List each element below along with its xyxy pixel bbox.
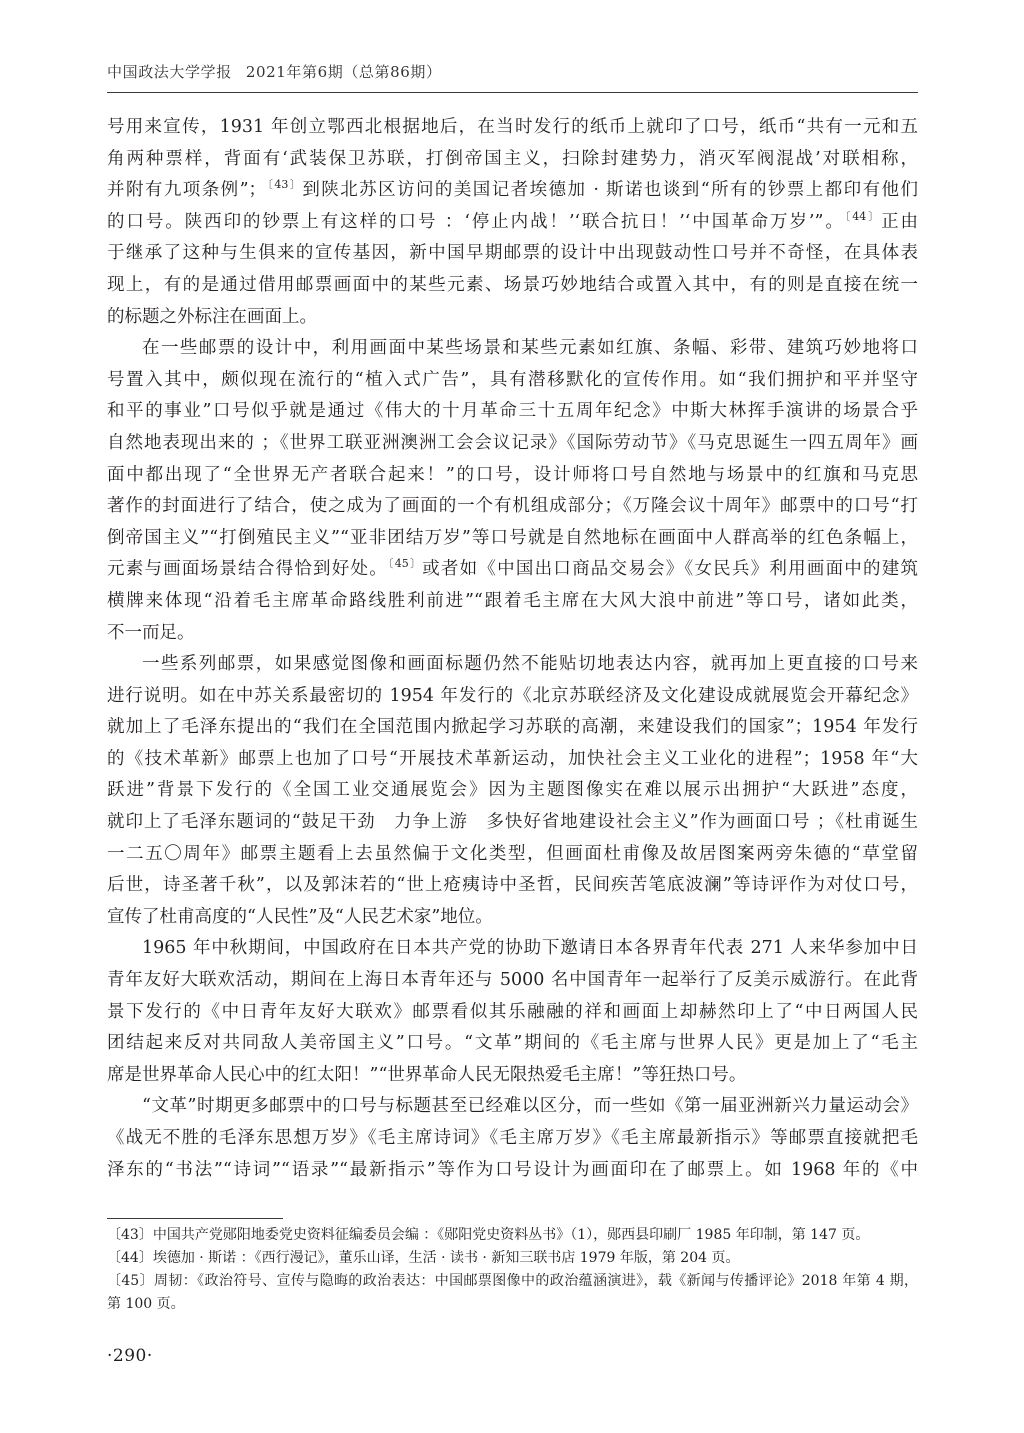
text-line: 进行说明。如在中苏关系最密切的 1954 年发行的《北京苏联经济及文化建设成就展览会开幕纪念》 — [107, 685, 918, 706]
text-line: 的标题之外标注在画面上。 — [107, 306, 317, 327]
footnote-number: 〔45〕 — [107, 1272, 154, 1289]
text-line: 在一些邮票的设计中，利用画面中某些场景和某些元素如红旗、条幅、彩带、建筑巧妙地将口 — [142, 338, 918, 359]
text-line — [107, 175, 918, 207]
text-line: 泽东的“书法”“诗词”“语录”“最新指示”等作为口号设计为画面印在了邮票上。如 1968 年的《中 — [107, 1159, 918, 1180]
text-segment: 正由 — [881, 211, 919, 232]
text-line: 的《技术革新》邮票上也加了口号“开展技术革新运动，加快社会主义工业化的进程”；1958 年“大 — [107, 748, 918, 769]
text-segment: 并附有九项条例”； — [107, 180, 267, 201]
text-line: 就加上了毛泽东提出的“我们在全国范围内掀起学习苏联的高潮，来建设我们的国家”；1954 年发行 — [107, 717, 918, 738]
footnote-line — [107, 1270, 918, 1293]
body-paragraph — [107, 1091, 918, 1186]
body-text — [107, 112, 918, 1186]
text-line: 面中都出现了“全世界无产者联合起来！”的口号，设计师将口号自然地与场景中的红旗和马克思 — [107, 464, 918, 485]
text-segment: 元素与画面场景结合得恰到好处。 — [107, 559, 388, 580]
body-paragraph — [107, 333, 918, 649]
footnote-ref: 〔43〕 — [266, 178, 303, 192]
text-line: 跃进”背景下发行的《全国工业交通展览会》因为主题图像实在难以展示出拥护“大跃进”态度， — [107, 780, 918, 801]
text-line: 团结起来反对共同敌人美帝国主义”口号。“文革”期间的《毛主席与世界人民》更是加上了“毛主 — [107, 1033, 918, 1054]
running-header — [107, 62, 442, 82]
footnote-line — [107, 1247, 918, 1270]
footnote-rule — [107, 1218, 283, 1219]
text-line: 横牌来体现“沿着毛主席革命路线胜利前进”“跟着毛主席在大风大浪中前进”等口号，诸如此类， — [107, 590, 918, 611]
text-line: 宣传了杜甫高度的“人民性”及“人民艺术家”地位。 — [107, 906, 493, 927]
text-line — [107, 207, 918, 239]
journal-title: 中国政法大学学报 — [107, 63, 232, 81]
header-rule — [107, 92, 918, 93]
issue-info: 2021年第6期（总第86期） — [245, 63, 442, 81]
text-segment: 的口号。陕西印的钞票上有这样的口号 ：‘停止内战！’‘联合抗日！’‘中国革命万岁’”。 — [107, 211, 845, 232]
text-line: 和平的事业”口号似乎就是通过《伟大的十月革命三十五周年纪念》中斯大林挥手演讲的场景合乎 — [107, 401, 918, 422]
text-line: 后世，诗圣著千秋”，以及郭沫若的“世上疮痍诗中圣哲，民间疾苦笔底波澜”等诗评作为对仗口号， — [107, 875, 918, 896]
footnote-text: 中国共产党郧阳地委党史资料征编委员会编 ：《郧阳党史资料丛书》（1），郧西县印刷厂 1985 年印制，第 147 页。 — [152, 1226, 870, 1243]
text-segment: 或者如《中国出口商品交易会》《女民兵》利用画面中的建筑 — [422, 559, 919, 580]
footnote-line — [107, 1293, 918, 1316]
footnote-line — [107, 1224, 918, 1247]
text-line: 于继承了这种与生俱来的宣传基因，新中国早期邮票的设计中出现鼓动性口号并不奇怪，在具体表 — [107, 243, 918, 264]
footnote-ref: 〔44〕 — [844, 209, 882, 223]
text-line: 一些系列邮票，如果感觉图像和画面标题仍然不能贴切地表达内容，就再加上更直接的口号来 — [142, 654, 918, 675]
footnote-ref: 〔45〕 — [388, 557, 423, 571]
text-line: 青年友好大联欢活动，期间在上海日本青年还与 5000 名中国青年一起举行了反美示威游行。在此背 — [107, 970, 918, 991]
footnote-text: 第 100 页。 — [107, 1295, 185, 1312]
text-line: 景下发行的《中日青年友好大联欢》邮票看似其乐融融的祥和画面上却赫然印上了“中日两国人民 — [107, 1001, 918, 1022]
body-paragraph — [107, 933, 918, 1091]
footnotes — [107, 1224, 918, 1316]
footnote-text: 周韧：《政治符号、宣传与隐晦的政治表达：中国邮票图像中的政治蕴涵演进》，载《新闻与传播评论》2018 年第 4 期， — [153, 1272, 918, 1289]
footnote-number: 〔43〕 — [107, 1226, 153, 1243]
body-paragraph — [107, 112, 918, 333]
text-line: 席是世界革命人民心中的红太阳！”“世界革命人民无限热爱毛主席！”等狂热口号。 — [107, 1064, 747, 1085]
text-line: 号用来宣传，1931 年创立鄂西北根据地后，在当时发行的纸币上就印了口号，纸币“共有一元和五 — [107, 117, 918, 137]
text-line: 不一而足。 — [107, 622, 195, 643]
text-line: 角两种票样，背面有‘武装保卫苏联，打倒帝国主义，扫除封建势力，消灭军阀混战’对联相称， — [107, 148, 918, 169]
text-line: 就印上了毛泽东题词的“鼓足干劲 力争上游 多快好省地建设社会主义”作为画面口号 ；《杜甫诞生 — [107, 812, 918, 833]
text-line: “文革”时期更多邮票中的口号与标题甚至已经难以区分，而一些如《第一届亚洲新兴力量运动会》 — [142, 1096, 918, 1117]
page-number: ·290· — [107, 1346, 153, 1366]
text-line: 自然地表现出来的 ；《世界工联亚洲澳洲工会会议记录》《国际劳动节》《马克思诞生一四五周年》画 — [107, 432, 918, 453]
text-segment: 到陕北苏区访问的美国记者埃德加 · 斯诺也谈到“所有的钞票上都印有他们 — [302, 180, 918, 201]
text-line: 《战无不胜的毛泽东思想万岁》《毛主席诗词》《毛主席万岁》《毛主席最新指示》等邮票直接就把毛 — [107, 1128, 918, 1148]
text-line: 现上，有的是通过借用邮票画面中的某些元素、场景巧妙地结合或置入其中，有的则是直接在统一 — [107, 274, 918, 295]
text-line: 著作的封面进行了结合，使之成为了画面的一个有机组成部分；《万隆会议十周年》邮票中的口号“打 — [107, 496, 918, 517]
footnote — [107, 1224, 918, 1247]
text-line: 倒帝国主义”“打倒殖民主义”“亚非团结万岁”等口号就是自然地标在画面中人群高举的红色条幅上， — [107, 527, 918, 548]
text-line: 1965 年中秋期间，中国政府在日本共产党的协助下邀请日本各界青年代表 271 人来华参加中日 — [142, 938, 918, 959]
footnote — [107, 1270, 918, 1316]
text-line: 一二五〇周年》邮票主题看上去虽然偏于文化类型，但画面杜甫像及故居图案两旁朱德的“草堂留 — [107, 843, 918, 864]
footnote — [107, 1247, 918, 1270]
footnote-number: 〔44〕 — [107, 1249, 153, 1266]
text-line: 号置入其中，颇似现在流行的“植入式广告”，具有潜移默化的宣传作用。如“我们拥护和平并坚守 — [107, 369, 918, 390]
text-line — [107, 554, 918, 586]
body-paragraph — [107, 649, 918, 933]
footnote-text: 埃德加 · 斯诺 ：《西行漫记》，董乐山译，生活 · 读书 · 新知三联书店 1979 年版，第 204 页。 — [152, 1249, 740, 1266]
